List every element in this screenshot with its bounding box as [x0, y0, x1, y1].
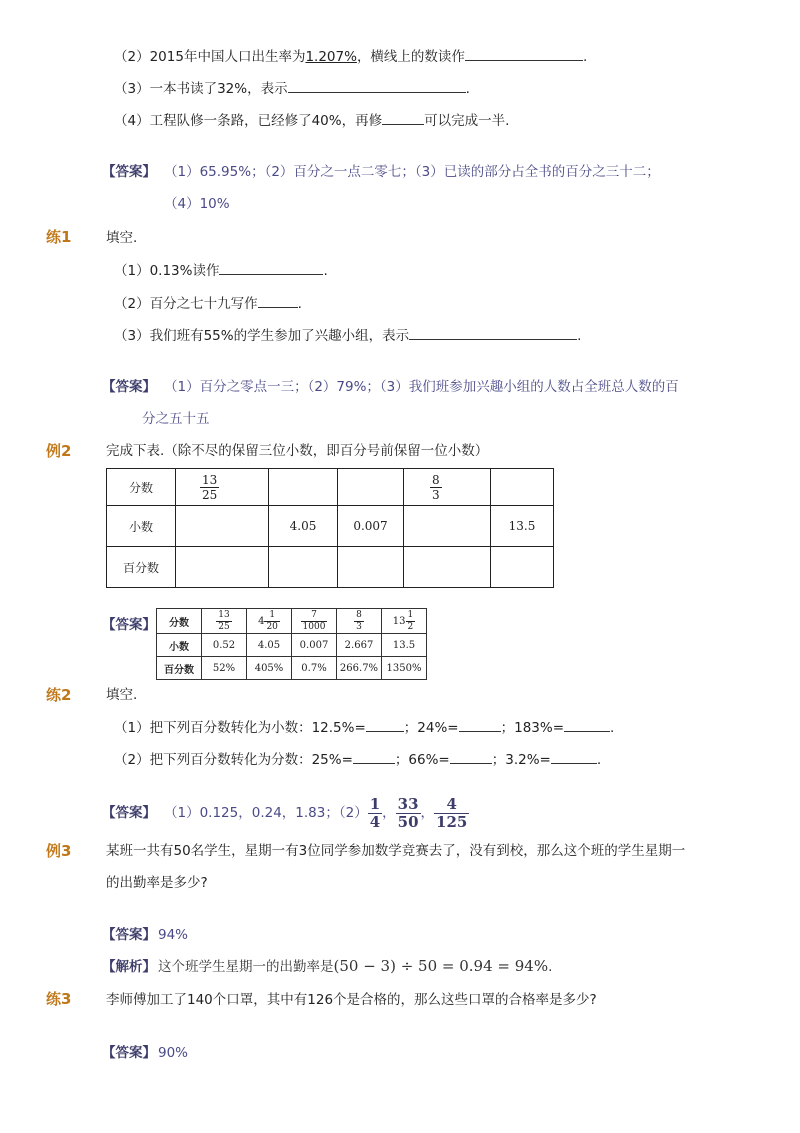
lian1-prompt: 填空.	[106, 230, 138, 246]
table-row	[157, 657, 427, 680]
table-row	[157, 609, 427, 634]
answer-tag: 【答案】	[102, 617, 156, 633]
table-cell	[269, 547, 338, 588]
lian3-label: 练3	[46, 990, 72, 1008]
lian2-answer: （1）0.125，0.24，1.83；（2） $\frac{1}{4}$ ， $\frac{33}{50}$ ， $\frac{4}{125}$	[164, 794, 468, 831]
table-cell: 52%	[202, 657, 247, 680]
table-cell: 0.007	[338, 506, 404, 547]
fraction: $\frac{7}{1000}$	[302, 609, 326, 632]
lian3-question: 李师傅加工了140个口罩，其中有126个是合格的，那么这些口罩的合格率是多少?	[106, 992, 597, 1008]
lian1-answer-line2: 分之五十五	[142, 411, 210, 427]
table-cell	[404, 506, 491, 547]
table-cell	[404, 469, 491, 506]
li2-label: 例2	[46, 442, 72, 460]
answer-tag: 【答案】	[102, 379, 156, 395]
fraction: $\frac{33}{50}$	[397, 794, 419, 831]
lian2-question-1: （1）把下列百分数转化为小数：12.5%= ；24%= ；183%= .	[114, 720, 615, 736]
answer-blank	[465, 47, 583, 61]
lian2-question-2: （2）把下列百分数转化为分数：25%= ；66%= ；3.2%= .	[114, 752, 602, 768]
table-cell: 0.007	[292, 634, 337, 657]
fraction: $\frac{1}{4}$	[369, 794, 381, 831]
mixed-number: 13 $\frac{1}{2}$	[392, 609, 414, 632]
table-cell	[269, 469, 338, 506]
table-cell: 13.5	[491, 506, 554, 547]
intro-answer-line2: （4）10%	[164, 196, 230, 212]
table-cell	[337, 609, 382, 634]
intro-question-3: （3）一本书读了32%，表示 .	[114, 81, 470, 97]
li3-analysis: 这个班学生星期一的出勤率是(50 − 3) ÷ 50 = 0.94 = 94%.	[158, 957, 553, 975]
table-cell	[338, 469, 404, 506]
intro-answer-line1: （1）65.95%；（2）百分之一点二零七；（3）已读的部分占全书的百分之三十二；	[164, 164, 660, 180]
answer-blank	[409, 326, 577, 340]
table-cell	[176, 469, 269, 506]
table-row	[107, 469, 554, 506]
table-cell	[292, 609, 337, 634]
table-cell	[176, 506, 269, 547]
answer-tag: 【答案】	[102, 805, 156, 821]
answer-blank	[288, 79, 466, 93]
answer-tag: 【答案】	[102, 164, 156, 180]
answer-blank	[382, 111, 424, 125]
row-label-decimal: 小数	[107, 506, 176, 547]
table-row	[157, 634, 427, 657]
table-row	[107, 547, 554, 588]
fraction: $\frac{13}{25}$	[202, 472, 218, 502]
li2-prompt: 完成下表.（除不尽的保留三位小数，即百分号前保留一位小数）	[106, 443, 489, 459]
conversion-table	[106, 468, 554, 588]
table-cell	[382, 609, 427, 634]
table-cell	[176, 547, 269, 588]
row-label-percent: 百分数	[157, 657, 202, 680]
underlined-number: 1.207%	[305, 49, 357, 65]
table-cell: 13.5	[382, 634, 427, 657]
answer-tag: 【答案】	[102, 927, 156, 943]
lian1-answer-line1: （1）百分之零点一三；（2）79%；（3）我们班参加兴趣小组的人数占全班总人数的百	[164, 379, 679, 395]
lian3-answer: 90%	[158, 1045, 189, 1061]
lian1-question-2: （2）百分之七十九写作 .	[114, 296, 302, 312]
table-cell	[491, 469, 554, 506]
row-label-percent: 百分数	[107, 547, 176, 588]
lian1-label: 练1	[46, 228, 72, 246]
li3-label: 例3	[46, 842, 72, 860]
table-row	[107, 506, 554, 547]
li3-question-line1: 某班一共有50名学生，星期一有3位同学参加数学竞赛去了，没有到校，那么这个班的学生星期一	[106, 843, 686, 859]
table-cell	[491, 547, 554, 588]
table-cell: 0.7%	[292, 657, 337, 680]
lian2-label: 练2	[46, 686, 72, 704]
table-cell	[404, 547, 491, 588]
answer-blank	[219, 261, 323, 275]
intro-question-4: （4）工程队修一条路，已经修了40%，再修 可以完成一半.	[114, 113, 510, 129]
row-label-fraction: 分数	[107, 469, 176, 506]
answer-blank	[366, 718, 404, 732]
lian1-question-1: （1）0.13%读作 .	[114, 263, 328, 279]
table-cell: 405%	[247, 657, 292, 680]
li3-question-line2: 的出勤率是多少?	[106, 875, 208, 891]
li3-answer: 94%	[158, 927, 189, 943]
answer-table	[156, 608, 427, 680]
table-cell: 266.7%	[337, 657, 382, 680]
answer-blank	[459, 718, 501, 732]
table-cell: 0.52	[202, 634, 247, 657]
answer-blank	[353, 750, 395, 764]
row-label-fraction: 分数	[157, 609, 202, 634]
answer-blank	[551, 750, 597, 764]
row-label-decimal: 小数	[157, 634, 202, 657]
table-cell	[202, 609, 247, 634]
table-cell	[338, 547, 404, 588]
fraction: $\frac{8}{3}$	[432, 472, 440, 502]
answer-blank	[258, 294, 298, 308]
math-expression: (50 − 3) ÷ 50 = 0.94 = 94%	[333, 957, 549, 975]
answer-blank	[450, 750, 492, 764]
lian1-question-3: （3）我们班有55%的学生参加了兴趣小组，表示 .	[114, 328, 582, 344]
table-cell	[247, 609, 292, 634]
answer-tag: 【答案】	[102, 1045, 156, 1061]
table-cell: 4.05	[269, 506, 338, 547]
table-cell: 2.667	[337, 634, 382, 657]
fraction: $\frac{13}{25}$	[218, 609, 230, 632]
lian2-prompt: 填空.	[106, 687, 138, 703]
fraction: $\frac{8}{3}$	[356, 609, 362, 632]
mixed-number: 4 $\frac{1}{20}$	[258, 609, 278, 632]
intro-question-2: （2）2015年中国人口出生率为1.207%，横线上的数读作 .	[114, 49, 588, 65]
answer-blank	[564, 718, 610, 732]
analysis-tag: 【解析】	[102, 959, 156, 975]
table-cell: 1350%	[382, 657, 427, 680]
fraction: $\frac{4}{125}$	[436, 794, 468, 831]
table-cell: 4.05	[247, 634, 292, 657]
